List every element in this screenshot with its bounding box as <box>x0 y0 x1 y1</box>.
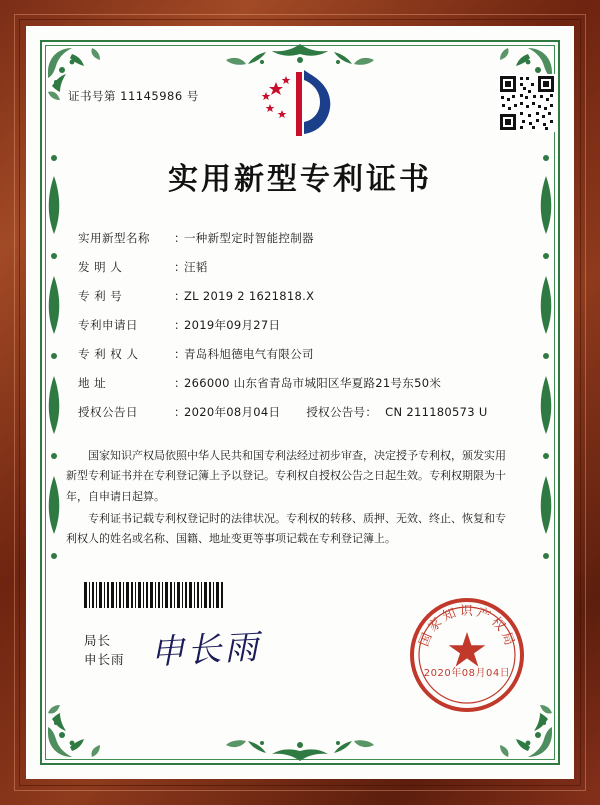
field-value: 青岛科旭德电气有限公司 <box>184 347 314 362</box>
field-value: 一种新型定时智能控制器 <box>184 231 314 245</box>
field-row-grant-announcement <box>78 405 498 421</box>
page-title: 实用新型专利证书 <box>168 162 432 197</box>
field-colon: ： <box>174 347 186 362</box>
director-title-label: 局长 <box>84 633 112 648</box>
handwritten-signature: 申长雨 <box>149 627 263 673</box>
field-row-utility-model-name <box>78 231 498 247</box>
official-seal <box>408 596 526 714</box>
fields-section <box>78 231 498 434</box>
legal-text-section <box>66 446 506 552</box>
field-row-application-date <box>78 318 498 334</box>
seal-date: 2020年08月04日 <box>423 668 511 679</box>
signature-block <box>84 631 125 670</box>
field-label: 发 明 人 <box>78 260 123 275</box>
field-value: ZL 2019 2 1621818.X <box>184 289 315 304</box>
ornament-edge-right <box>529 146 563 586</box>
certificate-number: 证书号第 11145986 号 <box>68 89 199 103</box>
field-label: 地 址 <box>78 376 107 391</box>
grant-date-value: 2020年08月04日 <box>184 405 281 420</box>
grant-number-label: 授权公告号 <box>306 405 366 420</box>
field-label: 专 利 权 人 <box>78 347 139 362</box>
field-colon: ： <box>174 405 186 420</box>
field-label: 授权公告日 <box>78 405 138 420</box>
field-label: 专 利 号 <box>78 289 123 304</box>
field-row-inventor <box>78 260 498 276</box>
qr-code-icon <box>498 74 556 132</box>
grant-number-value: CN 211180573 U <box>385 405 488 420</box>
cnipa-logo-icon <box>252 66 348 138</box>
field-value: 汪韬 <box>184 260 208 275</box>
barcode-icon <box>84 582 224 608</box>
field-colon: ： <box>174 231 186 245</box>
field-colon: ： <box>174 260 186 275</box>
field-value: 266000 山东省青岛市城阳区华夏路21号东50米 <box>184 376 442 391</box>
field-colon: ： <box>174 376 186 391</box>
field-colon: ： <box>365 405 378 420</box>
field-colon: ： <box>174 318 186 333</box>
ornament-corner-bottom-left-icon <box>42 701 104 763</box>
ornament-edge-bottom <box>116 731 484 765</box>
field-label: 实用新型名称 <box>78 231 150 245</box>
legal-paragraph-2: 专利证书记载专利权登记时的法律状况。专利权的转移、质押、无效、终止、恢复和专利权人的姓名或名称、国籍、地址变更等事项记载在专利登记簿上。 <box>66 512 506 546</box>
svg-text:国家知识产权局: 国家知识产权局 <box>416 603 518 651</box>
field-row-patentee <box>78 347 498 363</box>
director-name-label: 申长雨 <box>84 652 125 668</box>
field-value: 2019年09月27日 <box>184 318 281 333</box>
field-colon: ： <box>174 289 186 304</box>
certificate-paper <box>26 26 574 779</box>
field-value-group <box>184 405 498 421</box>
field-row-patent-number <box>78 289 498 305</box>
legal-paragraph-1: 国家知识产权局依照中华人民共和国专利法经过初步审查，决定授予专利权，颁发实用新型专利证书并在专利登记簿上予以登记。专利权自授权公告之日起生效。专利权期限为十年，自申请日起算。 <box>66 449 506 503</box>
field-label: 专利申请日 <box>78 318 138 333</box>
field-row-address <box>78 376 498 392</box>
